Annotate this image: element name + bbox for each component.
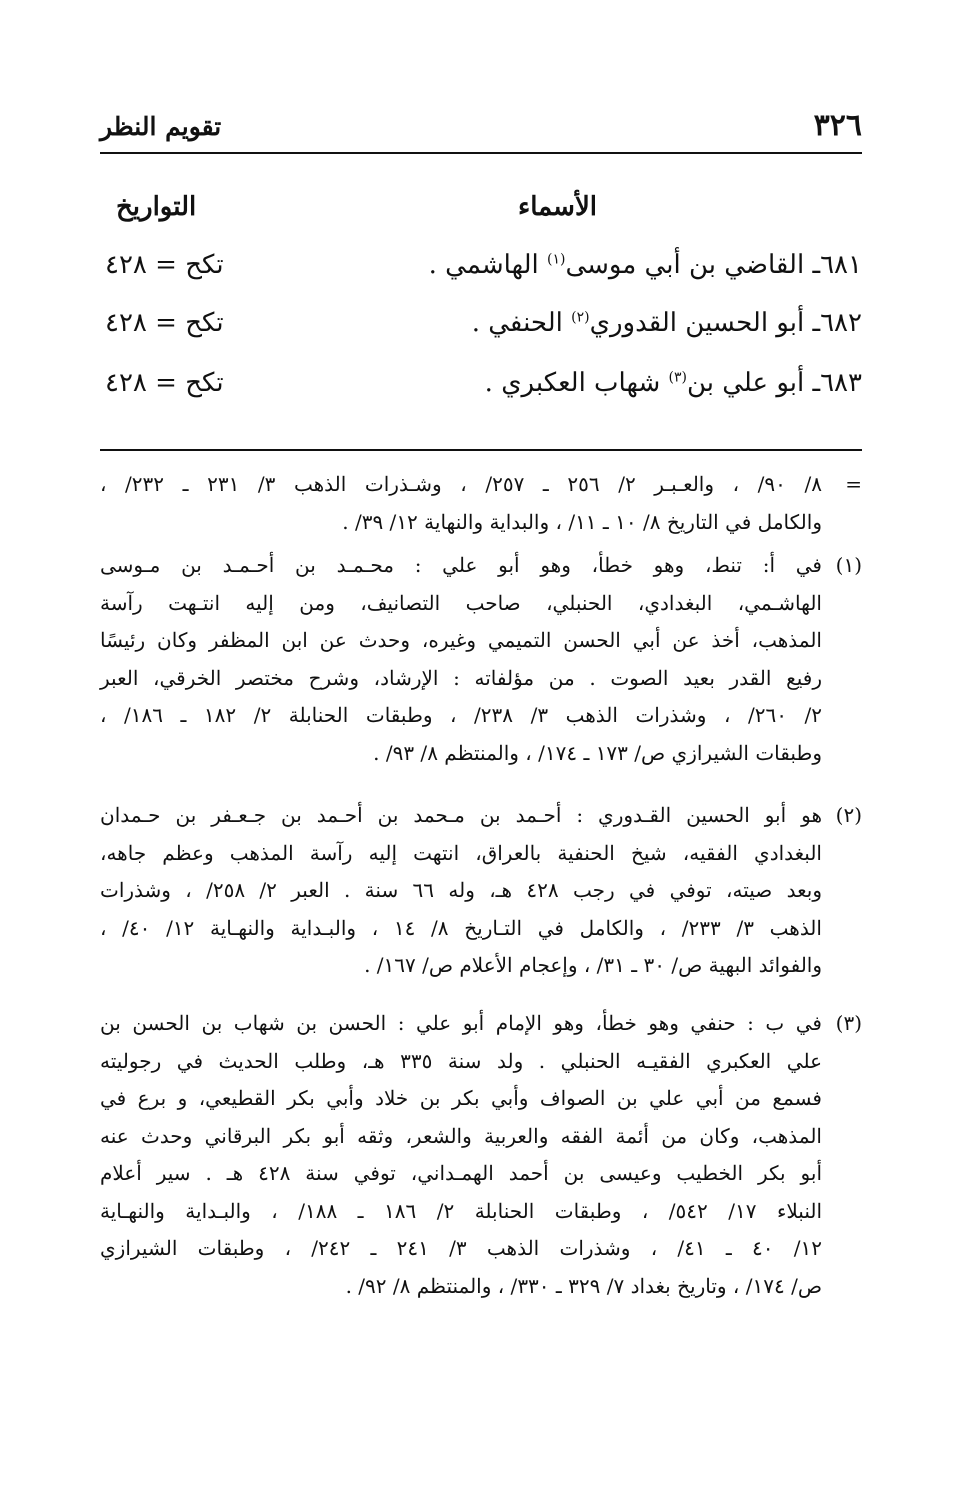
- entry-number: ٦٨٣: [820, 368, 862, 398]
- footnote-line: ٢/ ٢٦٠/ ، وشذرات الذهب ٣/ ٢٣٨/ ، وطبقات الحنابلة ٢/ ١٨٢ ـ ١٨٦/ ،: [100, 703, 822, 727]
- footnote-ref: (٢): [571, 309, 590, 326]
- entry-date: تكح = ٤٢٨: [105, 368, 224, 398]
- entry-name: [472, 308, 862, 338]
- entry-name: [429, 250, 862, 280]
- footnote-2: [100, 797, 862, 985]
- footnote-line: الذهب ٣/ ٢٣٣/ ، والكامل في التـاريخ ٨/ ١٤ ، والبـداية والنهـاية ١٢/ ٤٠/ ،: [100, 915, 822, 940]
- column-headings: [100, 192, 862, 232]
- entry-date: تكح = ٤٢٨: [105, 250, 224, 280]
- footnote-3: [100, 1005, 862, 1305]
- footnote-line: وطبقات الشيرازي ص/ ١٧٣ ـ ١٧٤/ ، والمنتظم ٨/ ٩٣/ .: [373, 740, 822, 765]
- footnote-body: [100, 1005, 822, 1305]
- footnote-ref: (٣): [668, 369, 687, 386]
- entry-682: [100, 308, 862, 352]
- footnote-line: البغدادي الفقيه، شيخ الحنفية بالعراق، انتهت إليه رآسة المذهب وعظم جاهه،: [100, 840, 822, 865]
- entry-name-suffix: الحنفي .: [471, 308, 572, 338]
- dates-heading: التواريخ: [116, 192, 197, 222]
- footnote-line: أبو بكر الخطيب وعيسى بن أحمد الهمـداني، توفي سنة ٤٢٨ هـ . سير أعلام: [100, 1161, 823, 1185]
- entry-name-text: ـ أبو الحسين القدوري: [589, 308, 821, 338]
- footnote-line: ص/ ١٧٤/ ، وتاريخ بغداد ٧/ ٣٢٩ ـ ٣٣٠/ ، والمنتظم ٨/ ٩٢/ .: [345, 1273, 822, 1298]
- footnote-1: [100, 547, 862, 772]
- entry-name-text: ـ أبو علي بن: [686, 368, 821, 398]
- continuation-mark: =: [845, 472, 862, 496]
- footnote-line: المذهب، أخذ عن أبي الحسن التميمي وغيره، وحدث عن ابن المظفر وكان رئيسًا: [100, 628, 822, 652]
- footnote-line: والكامل في التاريخ ٨/ ١٠ ـ ١١/ ، والبداية والنهاية ١٢/ ٣٩/ .: [342, 509, 822, 534]
- running-header: [100, 108, 862, 156]
- footnote-mark: (٣): [835, 1011, 862, 1035]
- entry-name-suffix: الهاشمي .: [428, 250, 547, 280]
- footnote-body: [100, 797, 822, 985]
- footnote-line: رفيع القدر بعيد الصوت . من مؤلفاته : الإرشاد، وشرح مختصر الخرقي، العبر: [100, 665, 822, 690]
- footnote-line: والفوائد البهية ص/ ٣٠ ـ ٣١/ ، وإعجام الأعلام ص/ ١٦٧/ .: [364, 953, 822, 977]
- entry-number: ٦٨٢: [820, 308, 862, 338]
- entry-number: ٦٨١: [820, 250, 862, 280]
- footnote-ref: (١): [547, 251, 566, 268]
- footnote-line: النبلاء ١٧/ ٥٤٢/ ، وطبقات الحنابلة ٢/ ١٨٦ ـ ١٨٨/ ، والبـداية والنهـاية: [100, 1198, 823, 1223]
- footnote-rule: [100, 449, 862, 451]
- entry-name: [485, 368, 862, 398]
- footnote-line: ١٢/ ٤٠ ـ ٤١/ ، وشذرات الذهب ٣/ ٢٤١ ـ ٢٤٢/ ، وطبقات الشيرازي: [100, 1236, 822, 1260]
- entry-name-suffix: شهاب العكبري .: [484, 368, 669, 398]
- book-title: تقويم النظر: [100, 112, 222, 141]
- footnote-line: المذهب، وكان من أئمة الفقه والعربية والشعر، وثقه أبو بكر البرقاني وحدث عنه: [100, 1123, 822, 1148]
- footnote-line: في ب : حنفي وهو خطأ، وهو الإمام أبو علي : الحسن بن شهاب بن الحسن بن: [100, 1011, 822, 1035]
- footnote-continuation: [100, 466, 862, 541]
- footnote-line: وبعد صيته، توفي في رجب ٤٢٨ هـ، وله ٦٦ سنة . العبر ٢/ ٢٥٨/ ، وشذرات: [100, 878, 822, 902]
- footnote-body: [100, 547, 822, 772]
- footnote-mark: (١): [835, 553, 862, 577]
- footnote-line: فسمع من أبي علي بن الصواف وأبي بكر بن خلاد وأبي بكر القطيعي، و برع في: [100, 1086, 822, 1110]
- page-number: ٣٢٦: [813, 108, 862, 143]
- footnote-line: علي العكبري الفقيـه الحنبلي . ولد سنة ٣٣٥ هـ، وطلب الحديث في رجوليته: [100, 1048, 823, 1073]
- entry-683: [100, 368, 862, 412]
- footnote-line: ٨/ ٩٠/ ، والعـبـر ٢/ ٢٥٦ ـ ٢٥٧/ ، وشـذرات الذهب ٣/ ٢٣١ ـ ٢٣٢/ ،: [100, 472, 822, 496]
- entry-681: [100, 250, 862, 294]
- header-rule: [100, 152, 862, 154]
- entry-date: تكح = ٤٢٨: [105, 308, 224, 338]
- entry-name-text: ـ القاضي بن أبي موسى: [565, 250, 821, 280]
- footnote-mark: (٢): [835, 803, 862, 827]
- footnote-body: [100, 466, 822, 541]
- names-heading: الأسماء: [517, 192, 597, 222]
- footnote-line: في أ: تنط، وهو خطأ، وهو أبو علي : محـمـد بن أحـمـد بن مـوسى: [100, 553, 822, 577]
- footnote-line: هو أبو الحسين القـدوري : أحـمد بن مـحمد بن أحـمد بن جـعـفر بن حـمدان: [100, 803, 822, 827]
- footnote-line: الهاشـمي، البغدادي، الحنبلي، صاحب التصانيف، ومن إليه انتـهت رآسة: [100, 590, 822, 615]
